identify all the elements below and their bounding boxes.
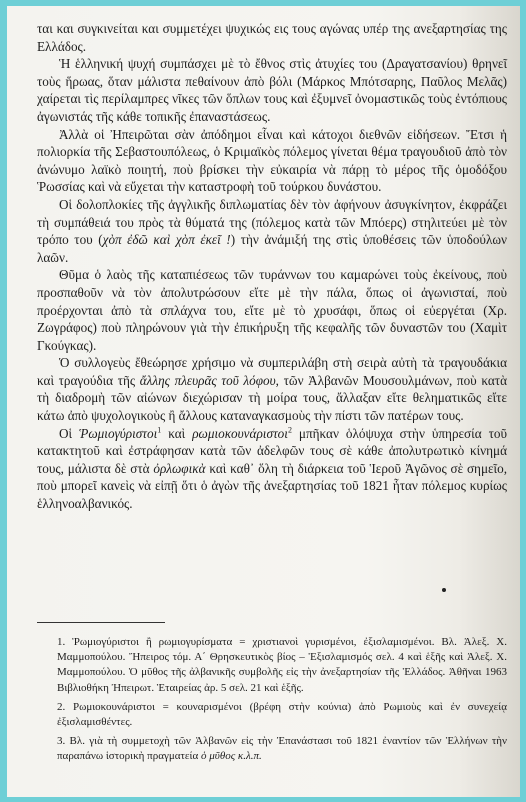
footnote-ref-1[interactable]: 1 xyxy=(157,425,162,435)
paragraph-6 xyxy=(37,354,507,424)
paragraph-6-text: Ὁ συλλογεὺς ἔθεώρησε χρήσιμο νὰ συμπεριλάβη στὴ σειρὰ αὐτὴ τὰ τραγουδάκια καὶ τραγούδια τῆς xyxy=(37,355,507,388)
paragraph-4-text: Οἱ δολοπλοκίες τῆς ἀγγλικῆς διπλωματίας δὲν τὸν ἀφήνουν ἀσυγκίνητον, ἐκφράζει τὴ συμπάθειά του πρὸς τὰ θύματά της (πόλεμος κατὰ τῶν Μπόερς) στηλιτεύει μὲ τὸν τρόπο του ( xyxy=(37,196,507,248)
footnote-3 xyxy=(37,734,507,764)
body-text xyxy=(37,20,507,513)
paragraph-4-quote: χὸπ ἐδῶ καὶ χὸπ ἐκεῖ ! xyxy=(102,232,231,248)
ink-dot xyxy=(442,588,446,592)
term-romiokounaristoi: ρωμιοκουνάριστοι xyxy=(192,425,288,441)
footnote-3-text: 3. Βλ. γιὰ τὴ συμμετοχὴ τῶν Ἀλβανῶν εἰς τὴν Ἐπανάστασι τοῦ 1821 ἐναντίον τῶν Ἑλλήνων τὴν παραπάνω ἱστορικὴ πραγματεία xyxy=(57,735,507,763)
paragraph-5: Θῦμα ὁ λαὸς τῆς καταπιέσεως τῶν τυράννων του καμαρώνει τοὺς ἐκείνους, ποὺ προσπαθοῦν νὰ τὸν ἀπολυτρώσουν εἴτε μὲ τὴν πάλα, ὅπως οἱ ἀγωνισταί, ποὺ προέρχονται ἀπὸ τὰ σπλάχνα του, εἴτε μὲ τὸ χρυσάφι, ὅπως οἱ εὐεργέται (Χρ. Ζωγράφος) ποὺ πληρώνουν γιὰ τὴν ἐπικήρυξη τῆς κεφαλῆς τῶν δυναστῶν του (Χαμὶτ Γκούγκας). xyxy=(37,267,507,353)
footnote-rule xyxy=(37,622,165,623)
footnote-1: 1. Ῥωμιογύριστοι ἢ ρωμιογυρίσματα = χριστιανοὶ γυρισμένοι, ἐξισλαμισμένοι. Βλ. Ἀλεξ. Χ. Μαμμοπούλου. Ἤπειρος τόμ. Α΄ Θρησκευτικὸς βίος – Ἐξισλαμισμός σελ. 4 καὶ ἑξῆς καὶ Ἀλεξ. Χ. Μαμμοπούλου. Ὁ μῦθος τῆς ἀλβανικῆς συμβολῆς εἰς τὴν ἀνεξαρτησίαν τῆς Ἑλλάδος. Ἀθῆναι 1963 Βιβλιοθήκη Ἠπειρωτ. Ἑταιρείας ἀρ. 5 σελ. 21 καὶ ἑξῆς. xyxy=(57,636,507,694)
term-orlofika: ὀρλωφικὰ xyxy=(153,460,206,476)
paragraph-7 xyxy=(37,425,507,513)
paragraph-3: Ἀλλὰ οἱ Ἠπειρῶται σὰν ἀπόδημοι εἶναι καὶ κάτοχοι διεθνῶν εἰδήσεων. Ἔτσι ἡ πολιορκία τῆς Σεβαστουπόλεως, ὁ Κριμαϊκὸς πόλεμος γίνεται θέμα τραγουδιοῦ ἀπὸ τὸν ἀνώνυμο λαϊκὸ ποιητή, ποὺ βρίσκει τὴν εὐκαιρία νὰ πάρῃ τὸ μέρος τῆς ὁμοδόξου Ῥωσσίας καὶ νὰ εὔχεται τὴν καταστροφὴ τοῦ τούρκου δυνάστου. xyxy=(37,126,507,195)
paragraph-7-text-2: καὶ xyxy=(161,425,193,441)
footnote-3-title: ὁ μῦθος κ.λ.π. xyxy=(201,750,262,763)
paragraph-6-quote: ἄλλης πλευρᾶς τοῦ λόφου xyxy=(139,372,276,388)
paragraph-7-text-4: καὶ καθ᾿ ὅλη τὴ διάρκεια τοῦ Ἱεροῦ Ἀγῶνος σὲ σημεῖο, ποὺ μπορεῖ κανεὶς νὰ εἰπῇ ὅτι ὁ ἀγὼν τῆς ἀνεξαρτησίας τοῦ 1821 ἦταν πόλεμος κυρίως ἑλληνοαλβανικός. xyxy=(37,460,507,512)
paragraph-4-text-end: ) τὴν ἀνάμιξή της στὶς ὑποθέσεις τῶν ὑποδούλων λαῶν. xyxy=(37,232,507,265)
paragraph-2: Ἡ ἑλληνική ψυχή συμπάσχει μὲ τὸ ἔθνος στὶς ἀτυχίες του (Δραγατσανίου) θρηνεῖ τοὺς ἥρωας, ὅταν μάλιστα πεθαίνουν ἀπὸ βόλι (Μάρκος Μπότσαρης, Παῦλος Μελᾶς) χαίρεται τὶς περίλαμπρες νῖκες τῶν ὅπλων τους καὶ ἐξυμνεῖ ὀνομαστικῶς τοὺς ἐντόπιους ἀγωνιστάς τῆς κάθε τοπικῆς ἐπαναστάσεως. xyxy=(37,56,507,124)
footnotes xyxy=(37,635,507,769)
term-romiogyristoi: Ῥωμιογύριστοι xyxy=(79,425,158,441)
paragraph-4 xyxy=(37,196,507,266)
paragraph-6-text-end: , τῶν Ἀλβανῶν Μουσουλμάνων, ποὺ κατὰ τὴ διαδρομὴ τῶν αἰώνων διεχώρισαν τὴ μοίρα τους, ἄλλαξαν εἴτε θεληματικῶς εἴτε κάτω ἀπὸ ψυχολογικοὺς ἢ ἄλλους καταναγκασμοὺς τὴν πίστι τῶν πατέρων τους. xyxy=(37,372,507,424)
paragraph-7-text-3: μπῆκαν ὁλόψυχα στὴν ὑπηρεσία τοῦ κατακτητοῦ καὶ ἐστράφησαν κατὰ τῶν ἀδελφῶν τους σὲ κάθε ἀπολυτρωτικὸ κίνημά τους, μάλιστα δὲ στὰ xyxy=(37,425,507,476)
book-page xyxy=(7,6,520,797)
footnote-ref-2[interactable]: 2 xyxy=(287,425,292,435)
paragraph-7-text: Οἱ xyxy=(59,425,80,441)
footnote-2: 2. Ρωμιοκουνάριστοι = κουναρισμένοι (βρέφη στὴν κούνια) ἀπὸ Ρωμιοὺς καὶ ἐν συνεχείᾳ ἐξισλαμισθέντες. xyxy=(57,700,507,729)
paragraph-1: ται και συγκινείται και συμμετέχει ψυχικώς εις τους αγώνας υπέρ της ανεξαρτησίας της Ελλάδος. xyxy=(37,21,507,54)
